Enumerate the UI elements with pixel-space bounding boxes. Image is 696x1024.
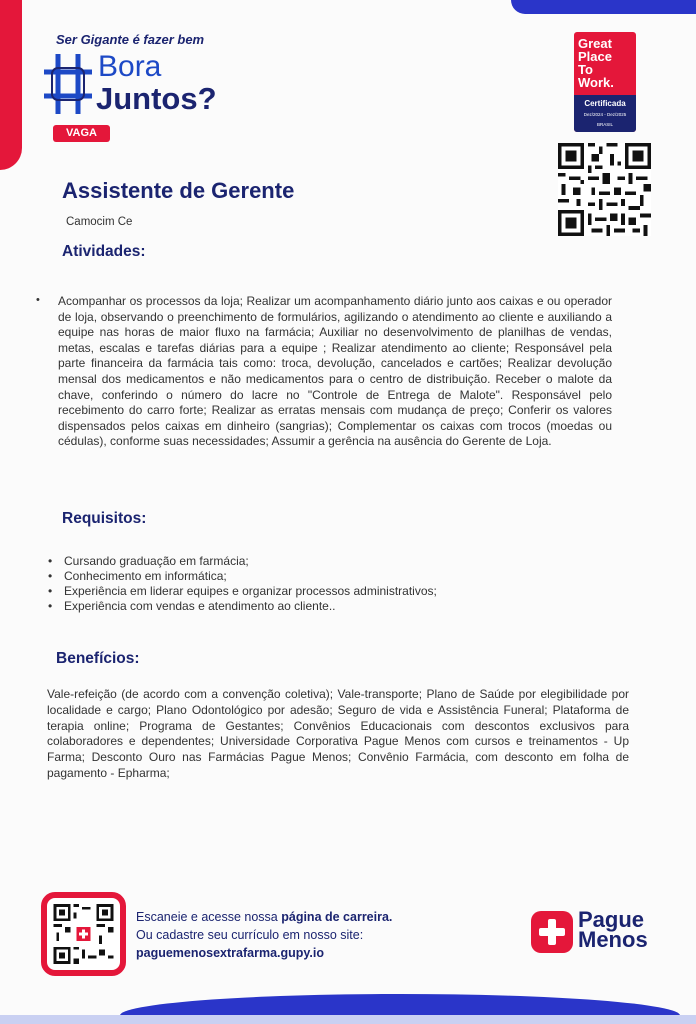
pague-menos-logo: [578, 907, 648, 952]
career-page-qr-icon[interactable]: [53, 904, 114, 964]
vaga-badge: VAGA: [53, 125, 110, 142]
list-item: • Experiência em liderar equipes e organizar processos administrativos;: [48, 584, 608, 599]
pague-menos-cross-icon: [531, 911, 573, 953]
activities-bullet: •: [36, 294, 40, 306]
activities-section: [36, 294, 612, 450]
requirements-heading: Requisitos:: [62, 510, 147, 527]
bottom-light-band: [0, 1015, 696, 1024]
gptw-country: BRASIL: [596, 122, 613, 127]
benefits-heading: Benefícios:: [56, 650, 140, 667]
job-title: Assistente de Gerente: [62, 178, 295, 203]
activities-heading: Atividades:: [62, 243, 146, 260]
great-place-to-work-badge: [574, 32, 636, 132]
cta-line1-bold: página de carreira.: [281, 910, 393, 924]
brand-line1: Pague: [578, 907, 645, 932]
list-item: • Cursando graduação em farmácia;: [48, 554, 608, 569]
benefits-text: Vale-refeição (de acordo com a convenção coletiva); Vale-transporte; Plano de Saúde por elegibilidade por localidade e cargo; Plano Odontológico por adesão; Seguro de vida e Assistência Funeral; Plataforma de terapia online; Programa de Gestantes; Convênios Educacionais com descontos exclusivos para colaboradores e dependentes; Universidade Corporativa Pague Menos com cursos e treinamentos - Up Farma; Desconto Ouro nas Farmácias Pague Menos; Convênio Farmácia, com desconto em folha de pagamento - Epharma;: [47, 687, 629, 780]
cta-url[interactable]: paguemenosextrafarma.gupy.io: [136, 946, 325, 960]
tagline: Ser Gigante é fazer bem: [56, 32, 205, 47]
qr-code-icon[interactable]: [558, 143, 651, 236]
logo-bora: Bora: [98, 50, 162, 83]
gptw-dates: Dez/2024 - Dez/2025: [583, 112, 627, 117]
footer-cta: [136, 908, 392, 962]
gptw-certified: Certificada: [584, 99, 626, 108]
cta-line1: Escaneie e acesse nossa: [136, 910, 282, 924]
top-blue-wave: [511, 0, 696, 14]
logo-juntos: Juntos?: [96, 81, 217, 116]
brand-line2: Menos: [578, 927, 648, 952]
job-location: Camocim Ce: [66, 216, 133, 228]
cta-line2: Ou cadastre seu currículo em nosso site:: [136, 928, 364, 942]
hashtag-logo-icon: [40, 50, 96, 118]
activities-text: Acompanhar os processos da loja; Realizar um acompanhamento diário junto aos caixas e ou operador de loja, observando o preenchimento de formulários, agilizando o atendimento ao cliente e auxiliando a equipe nas horas de maior fluxo na farmácia; Auxiliar no desenvolvimento de planilhas de vendas, metas, escalas e tarefas diárias para a equipe ; Realizar atendimento ao cliente; Responsável pela parte financeira da farmácia tais como: troca, devolução, cancelados e cartões; Realizar devolução mensal dos medicamentos e não medicamentos para o centro de distribuição. Receber o malote da chave, conferindo o número do lacre no "Controle de Entrega de Malote". Responsável pelo recebimento do carro forte; Realizar as erratas mensais com mudança de preço; Conferir os valores dispensados pelos caixas em dinheiro (sangrias); Complementar os caixas com trocos (moedas ou cédulas), conforme suas necessidades; Assumir a gerência na ausência do Gerente de Loja.: [58, 294, 612, 449]
list-item: • Conhecimento em informática;: [48, 569, 608, 584]
requirements-list: [48, 554, 608, 614]
gptw-text: Great Place To Work.: [578, 36, 614, 90]
list-item: • Experiência com vendas e atendimento ao cliente..: [48, 599, 608, 614]
left-red-accent: [0, 0, 22, 170]
